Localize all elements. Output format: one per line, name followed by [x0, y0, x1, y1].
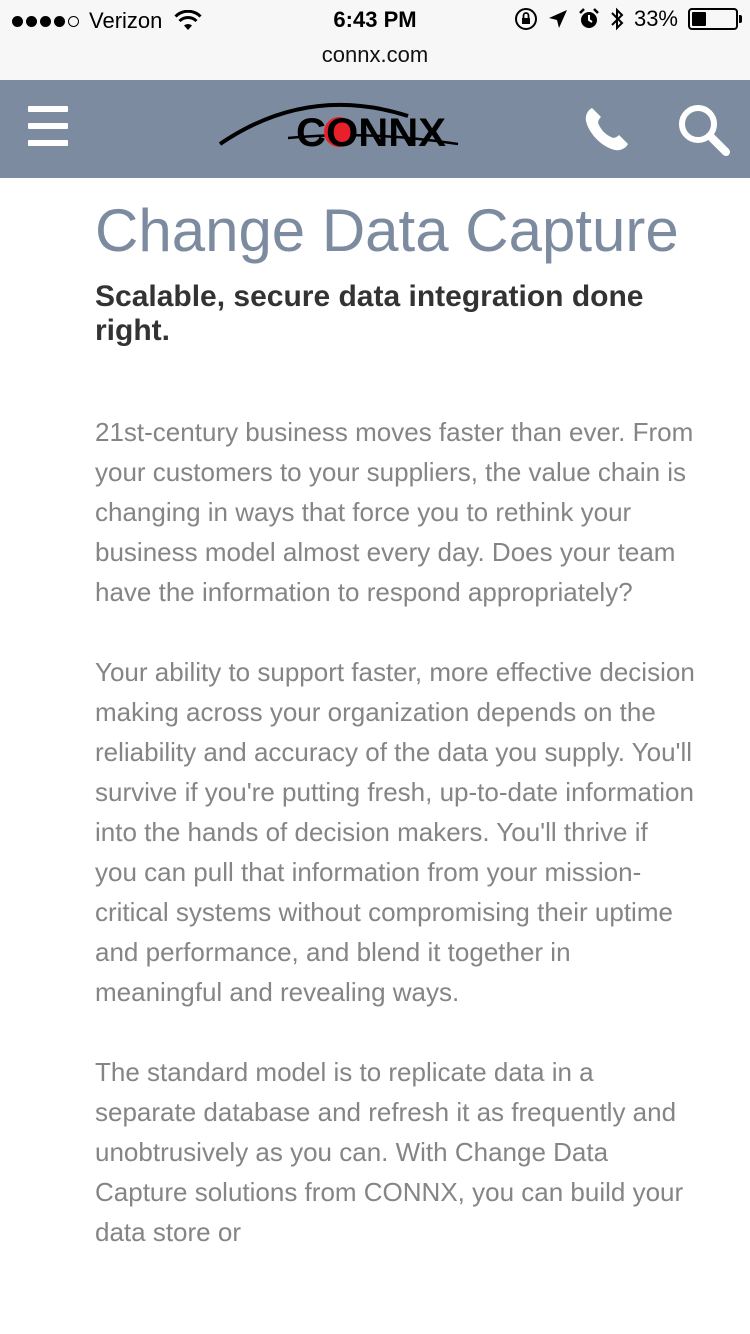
paragraph-1: 21st-century business moves faster than ever. From your customers to your suppliers, the value chain is changing in ways that force you to rethink your business model almost every day. Does your team have the information to respond appropriately?: [95, 417, 694, 607]
page-subtitle: Scalable, secure data integration done right.: [95, 280, 644, 347]
status-right: [514, 6, 738, 32]
alarm-icon: [578, 8, 600, 30]
search-icon[interactable]: [676, 102, 732, 158]
connx-logo[interactable]: [218, 92, 463, 164]
location-arrow-icon: [548, 9, 568, 29]
paragraph-2: Your ability to support faster, more effective decision making across your organization depends on the reliability and accuracy of the data you supply. You'll survive if you're putting fresh, up-to-date information into the hands of decision makers. You'll thrive if you can pull that information from your mission-critical systems without compromising their uptime and performance, and blend it together in meaningful and revealing ways.: [95, 657, 695, 1007]
logo-text: CONNX: [296, 111, 447, 155]
orientation-lock-icon: [514, 7, 538, 31]
paragraph-3: The standard model is to replicate data in a separate database and refresh it as frequently and unobtrusively as you can. With Change Data Capture solutions from CONNX, you can build your data store or: [95, 1057, 684, 1247]
main-content: [95, 178, 695, 1252]
status-bar: [0, 0, 750, 40]
menu-icon[interactable]: [28, 106, 68, 148]
battery-icon: [688, 8, 738, 30]
carrier-name: Verizon: [89, 8, 163, 33]
bluetooth-icon: [610, 7, 624, 31]
site-header: [0, 80, 750, 178]
battery-percent: 33%: [633, 6, 678, 31]
phone-icon[interactable]: [578, 102, 634, 158]
url-text: connx.com: [321, 42, 429, 67]
address-bar[interactable]: [0, 40, 750, 80]
status-time: 6:43 PM: [333, 7, 417, 32]
page-title: Change Data Capture: [95, 197, 679, 264]
